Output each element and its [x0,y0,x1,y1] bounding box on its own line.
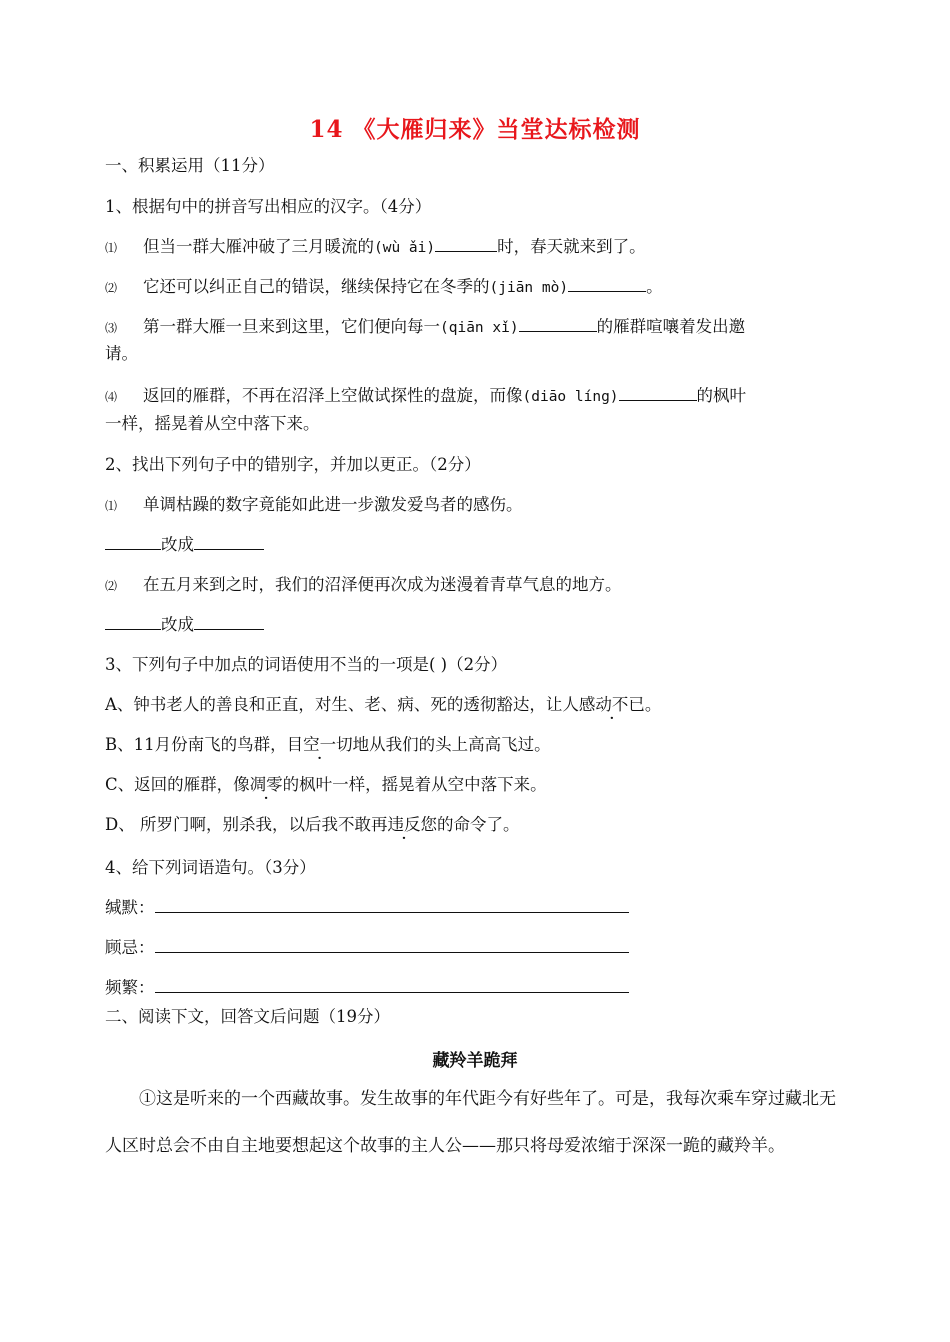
option-d [105,812,519,838]
question-1-item-3 [105,314,745,341]
change-label: 改成 [161,615,194,634]
question-1-item-4 [105,383,746,410]
question-2-item-2 [105,572,622,599]
pinyin: (jiān mò) [489,280,569,296]
question-2-heading: 2、找出下列句子中的错别字，并加以更正。（2分） [105,455,481,474]
pinyin: (qiān xǐ) [440,320,519,336]
item-number: ⑵ [105,579,118,593]
option-text: C、返回的雁群，像 [105,775,250,794]
item-number: ⑷ [105,390,118,404]
pinyin: (wù ǎi) [374,240,436,256]
sentence-line-3 [105,975,629,1001]
item-text-end: 的枫叶 [696,386,747,405]
option-c [105,772,547,798]
option-text: A、钟书老人的善良和正直，对生、老、病、死的透彻豁达，让人 [105,695,579,714]
pinyin: (diāo líng) [522,389,619,405]
wrong-char-blank[interactable] [105,532,161,550]
item-text: 返回的雁群，不再在沼泽上空做试探性的盘旋，而像 [143,386,523,405]
article-paragraph-1: ①这是听来的一个西藏故事。发生故事的年代距今有好些年了。可是，我每次乘车穿过藏北无人区时总会不由自主地要想起这个故事的主人公——那只将母爱浓缩于深深一跪的藏羚羊。 [105,1089,836,1156]
correction-line-2 [105,612,264,638]
word-label: 顾忌： [105,938,155,957]
option-a [105,692,661,718]
page-title: 14 《大雁归来》当堂达标检测 [309,116,641,143]
word-label: 缄默： [105,898,155,917]
section-heading-1: 一、积累运用（11分） [105,156,275,175]
question-4-heading: 4、给下列词语造句。（3分） [105,858,316,877]
item-text: 在五月来到之时，我们的沼泽便再次成为迷漫着青草气息的地方。 [143,575,622,594]
item-text-end: 的雁群喧嚷着发出邀 [596,317,746,336]
option-b [105,732,551,758]
correct-char-blank[interactable] [194,532,264,550]
answer-blank[interactable] [435,234,497,252]
article-title: 藏羚羊跪拜 [432,1051,518,1071]
question-3-heading: 3、下列句子中加点的词语使用不当的一项是( )（2分） [105,655,508,674]
question-1-item-3-cont: 请。 [105,344,138,363]
option-text-end: 的枫叶一样，摇晃着从空中落下来。 [282,775,547,794]
item-text: 第一群大雁一旦来到这里，它们便向每一 [143,317,440,336]
item-number: ⑶ [105,321,118,335]
question-1-item-4-cont: 一样，摇晃着从空中落下来。 [105,414,320,433]
dotted-word: 凋零 [249,775,283,794]
item-text-end: 。 [646,277,663,296]
question-1-item-1 [105,234,646,261]
sentence-blank[interactable] [155,935,629,953]
item-text: 它还可以纠正自己的错误，继续保持它在冬季的 [143,277,490,296]
option-text-end: 您的命令了。 [420,815,520,834]
answer-blank[interactable] [619,383,697,401]
correction-line-1 [105,532,264,558]
item-number: ⑴ [105,241,118,255]
correct-char-blank[interactable] [194,612,264,630]
answer-blank[interactable] [519,314,597,332]
change-label: 改成 [161,535,194,554]
answer-blank[interactable] [568,274,646,292]
dotted-word: 感动不已 [578,695,645,714]
question-1-heading: 1、根据句中的拼音写出相应的汉字。（4分） [105,197,432,216]
dotted-word: 目空一切 [286,735,353,754]
option-text-end: 地从我们的头上高高飞过。 [352,735,551,754]
sentence-line-1 [105,895,629,921]
sentence-line-2 [105,935,629,961]
option-text: B、11月份南飞的鸟群， [105,735,287,754]
dotted-word: 违反 [387,815,421,834]
item-text: 但当一群大雁冲破了三月暖流的 [143,237,374,256]
item-number: ⑵ [105,281,118,295]
option-text-end: 。 [644,695,662,714]
question-1-item-2 [105,274,663,301]
item-number: ⑴ [105,499,118,513]
option-text: D、 所罗门啊，别杀我，以后我不敢再 [105,815,388,834]
word-label: 频繁： [105,978,155,997]
wrong-char-blank[interactable] [105,612,161,630]
sentence-blank[interactable] [155,975,629,993]
item-text: 单调枯躁的数字竟能如此进一步激发爱鸟者的感伤。 [143,495,523,514]
section-heading-2: 二、阅读下文，回答文后问题（19分） [105,1007,390,1026]
item-text-end: 时，春天就来到了。 [497,237,646,256]
sentence-blank[interactable] [155,895,629,913]
question-2-item-1 [105,492,523,519]
